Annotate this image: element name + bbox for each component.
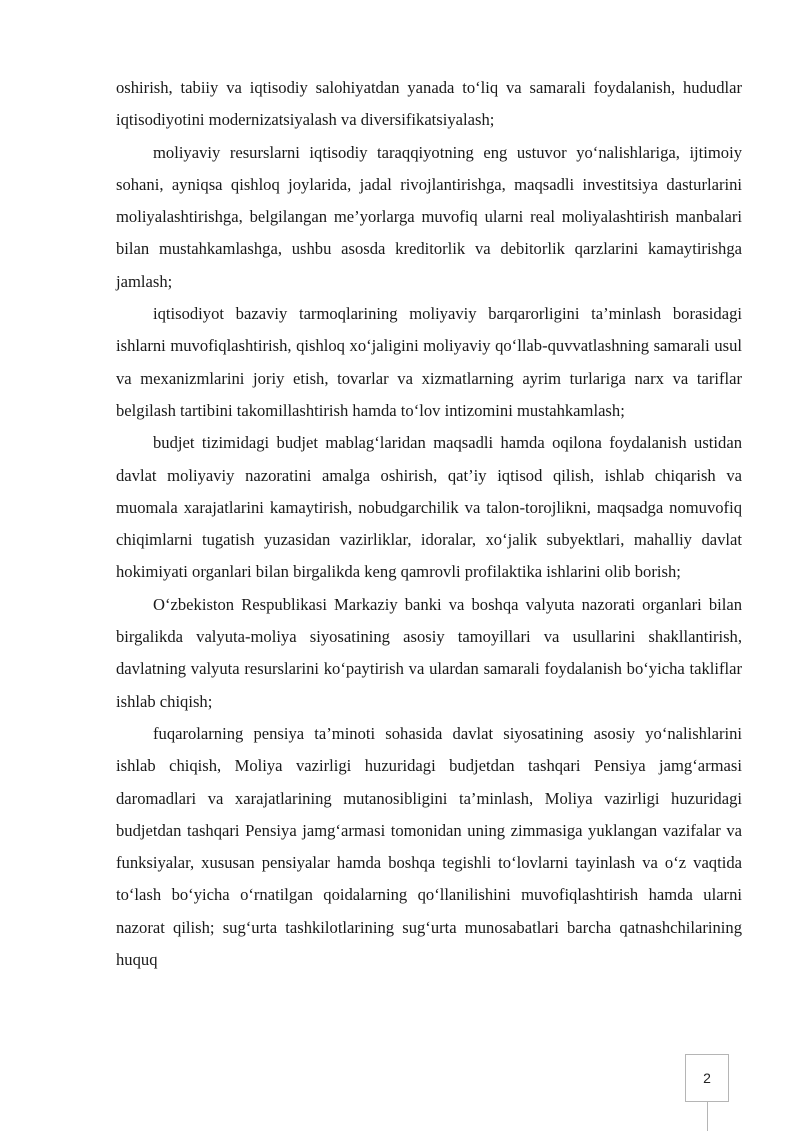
paragraph-budget-control: budjet tizimidagi budjet mablag‘laridan maqsadli hamda oqilona foydalanish ustidan davlat moliyaviy nazoratini amalga oshirish, qat’iy iqtisod qilish, ishlab chiqarish va muomala xarajatlarini kamaytirish, nobudgarchilik va talon-torojlikni, maqsadga nomuvofiq chiqimlarni tugatish yuzasidan vazirliklar, idoralar, xo‘jalik subyektlari, mahalliy davlat hokimiyati organlari bilan birgalikda keng qamrovli profilaktika ishlarini olib borish; xyxy=(116,433,742,582)
page-number-divider xyxy=(707,1102,708,1131)
paragraph-continuation: oshirish, tabiiy va iqtisodiy salohiyatdan yanada to‘liq va samarali foydalanish, hududlar iqtisodiyotini modernizatsiyalash va diversifikatsiyalash; xyxy=(116,78,742,130)
paragraph-currency-policy: O‘zbekiston Respublikasi Markaziy banki va boshqa valyuta nazorati organlari bilan birgalikda valyuta-moliya siyosatining asosiy tamoyillari va usullarini shakllantirish, davlatning valyuta resurslarini ko‘paytirish va ulardan samarali foydalanish bo‘yicha takliflar ishlab chiqish; xyxy=(116,594,742,711)
paragraph-pension-provision: fuqarolarning pensiya ta’minoti sohasida davlat siyosatining asosiy yo‘nalishlarini ishlab chiqish, Moliya vazirligi huzuridagi budjetdan tashqari Pensiya jamg‘armasi daromadlari va xarajatlarining mutanosibligini ta’minlash, Moliya vazirligi huzuridagi budjetdan tashqari Pensiya jamg‘armasi tomonidan uning zimmasiga yuklangan vazifalar va funksiyalar, xususan pensiyalar hamda boshqa tegishli to‘lovlarni tayinlash va o‘z vaqtida to‘lash bo‘yicha o‘rnatilgan qoidalarning qo‘llanilishini muvofiqlashtirish hamda ularni nazorat qilish; sug‘urta tashkilotlarining sug‘urta munosabatlari barcha qatnashchilarining huquq xyxy=(116,723,742,970)
page-number: 2 xyxy=(685,1054,729,1102)
document-page xyxy=(116,72,742,976)
paragraph-financial-resources: moliyaviy resurslarni iqtisodiy taraqqiyotning eng ustuvor yo‘nalishlariga, ijtimoiy sohani, ayniqsa qishloq joylarida, jadal rivojlantirishga, maqsadli investitsiya dasturlarini moliyalashtirishga, belgilangan me’yorlarga muvofiq ularni real moliyalashtirish manbalari bilan mustahkamlashga, ushbu asosda kreditorlik va debitorlik qarzlarini kamaytirishga jamlash; xyxy=(116,142,742,291)
paragraph-economy-sectors: iqtisodiyot bazaviy tarmoqlarining moliyaviy barqarorligini ta’minlash borasidagi ishlarni muvofiqlashtirish, qishloq xo‘jaligini moliyaviy qo‘llab-quvvatlashning samarali usul va mexanizmlarini joriy etish, tovarlar va xizmatlarning ayrim turlariga narx va tariflar belgilash tartibini takomillashtirish hamda to‘lov intizomini mustahkamlash; xyxy=(116,304,742,420)
